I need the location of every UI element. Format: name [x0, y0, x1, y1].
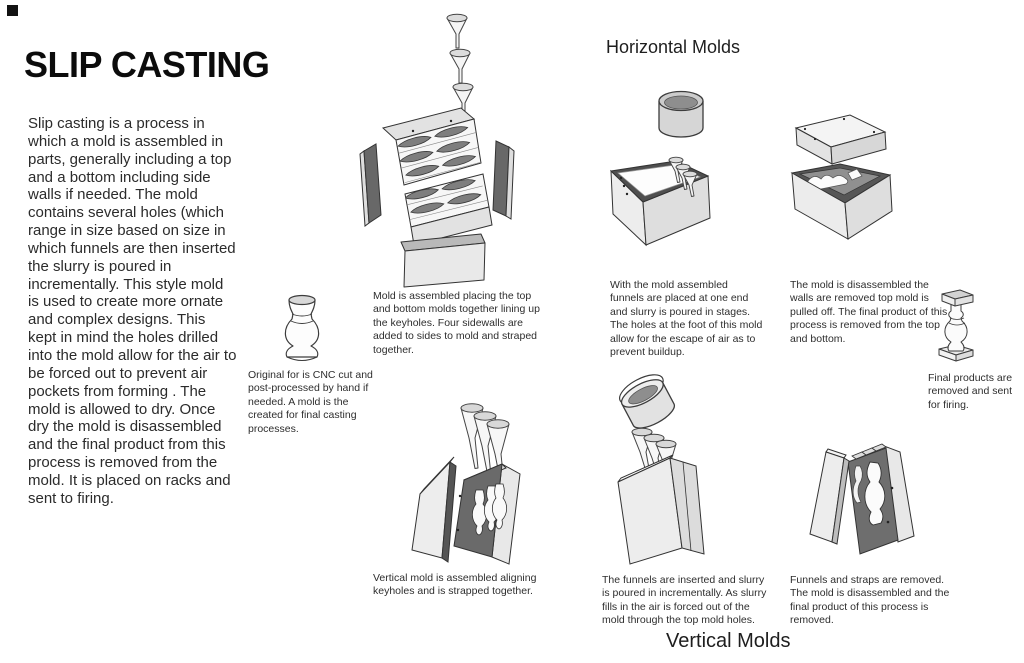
mold-side-wall-left: [360, 144, 381, 226]
vertical-mold-disassembled-illustration: [796, 436, 946, 576]
caption-horizontal-demold: The mold is disassembled the walls are removed top mold is pulled off. The final product of this process is removed from the top and bottom.: [790, 279, 948, 345]
horizontal-mold-disassembled-illustration: [788, 111, 896, 243]
mold-solid-block: [401, 234, 485, 287]
funnel-icon: [450, 49, 470, 83]
caption-vertical-demold: Funnels and straps are removed. The mold is disassembled and the final product of this process is removed.: [790, 574, 950, 627]
intro-paragraph: Slip casting is a process in which a mold is assembled in parts, generally including a top and a bottom including side walls if needed. The mold contains several holes (which range in size based on size in which funnels are then inserted the slurry is poured in incrementally. This style mold is used to create more ornate and complex designs. This kept in mind the holes drilled into the mold allow for the air to be forced out to prevent air pockets from forming . The mold is allowed to dry. Once dry the mold is disassembled and the final product from this process is removed from the mold. It is placed on racks and sent to firing.: [28, 115, 237, 507]
vase-original-form-illustration: [278, 291, 326, 365]
vertical-mold-slab-right: [454, 464, 520, 564]
section-heading-horizontal-molds: Horizontal Molds: [606, 37, 741, 57]
vertical-mold-assembly-illustration: [406, 396, 556, 568]
vertical-mold-block: [618, 455, 704, 564]
page-title: SLIP CASTING: [24, 44, 270, 85]
mold-top-plate: [383, 108, 484, 185]
mold-lid: [796, 115, 886, 164]
vertical-mold-with-funnels-illustration: [610, 420, 735, 565]
vertical-mold-slab-left: [412, 457, 456, 562]
section-heading-vertical-molds: Vertical Molds: [666, 630, 791, 652]
caption-original-form: Original for is CNC cut and post-processed by hand if needed. A mold is the created for final casting processes.: [248, 369, 373, 435]
caption-mold-assembly: Mold is assembled placing the top and bottom molds together lining up the keyholes. Four sidewalls are added to sides to mold and straped together.: [373, 290, 540, 356]
caption-vertical-pour: The funnels are inserted and slurry is poured in incrementally. As slurry fills in the air is forced out of the mold through the top mold holes.: [602, 574, 767, 627]
caption-final-products: Final products are removed and sent for firing.: [928, 372, 1013, 411]
caption-horizontal-pour: With the mold assembled funnels are placed at one end and slurry is poured in stages. The holes at the foot of this mold allow for the escape of air as to prevent buildup.: [610, 279, 763, 359]
funnel-icon: [447, 14, 467, 48]
mold-open-box: [792, 164, 892, 239]
corner-mark: [7, 5, 18, 16]
mold-side-wall-right: [493, 141, 514, 219]
caption-vertical-assembly: Vertical mold is assembled aligning keyholes and is strapped together.: [373, 572, 537, 598]
vertical-mold-open-frame: [848, 444, 914, 554]
vertical-mold-open-left-slab: [810, 449, 849, 544]
slurry-cup-illustration: [656, 89, 706, 143]
horizontal-mold-with-funnels-illustration: [604, 150, 716, 250]
exploded-mold-assembly-illustration: [355, 4, 545, 288]
